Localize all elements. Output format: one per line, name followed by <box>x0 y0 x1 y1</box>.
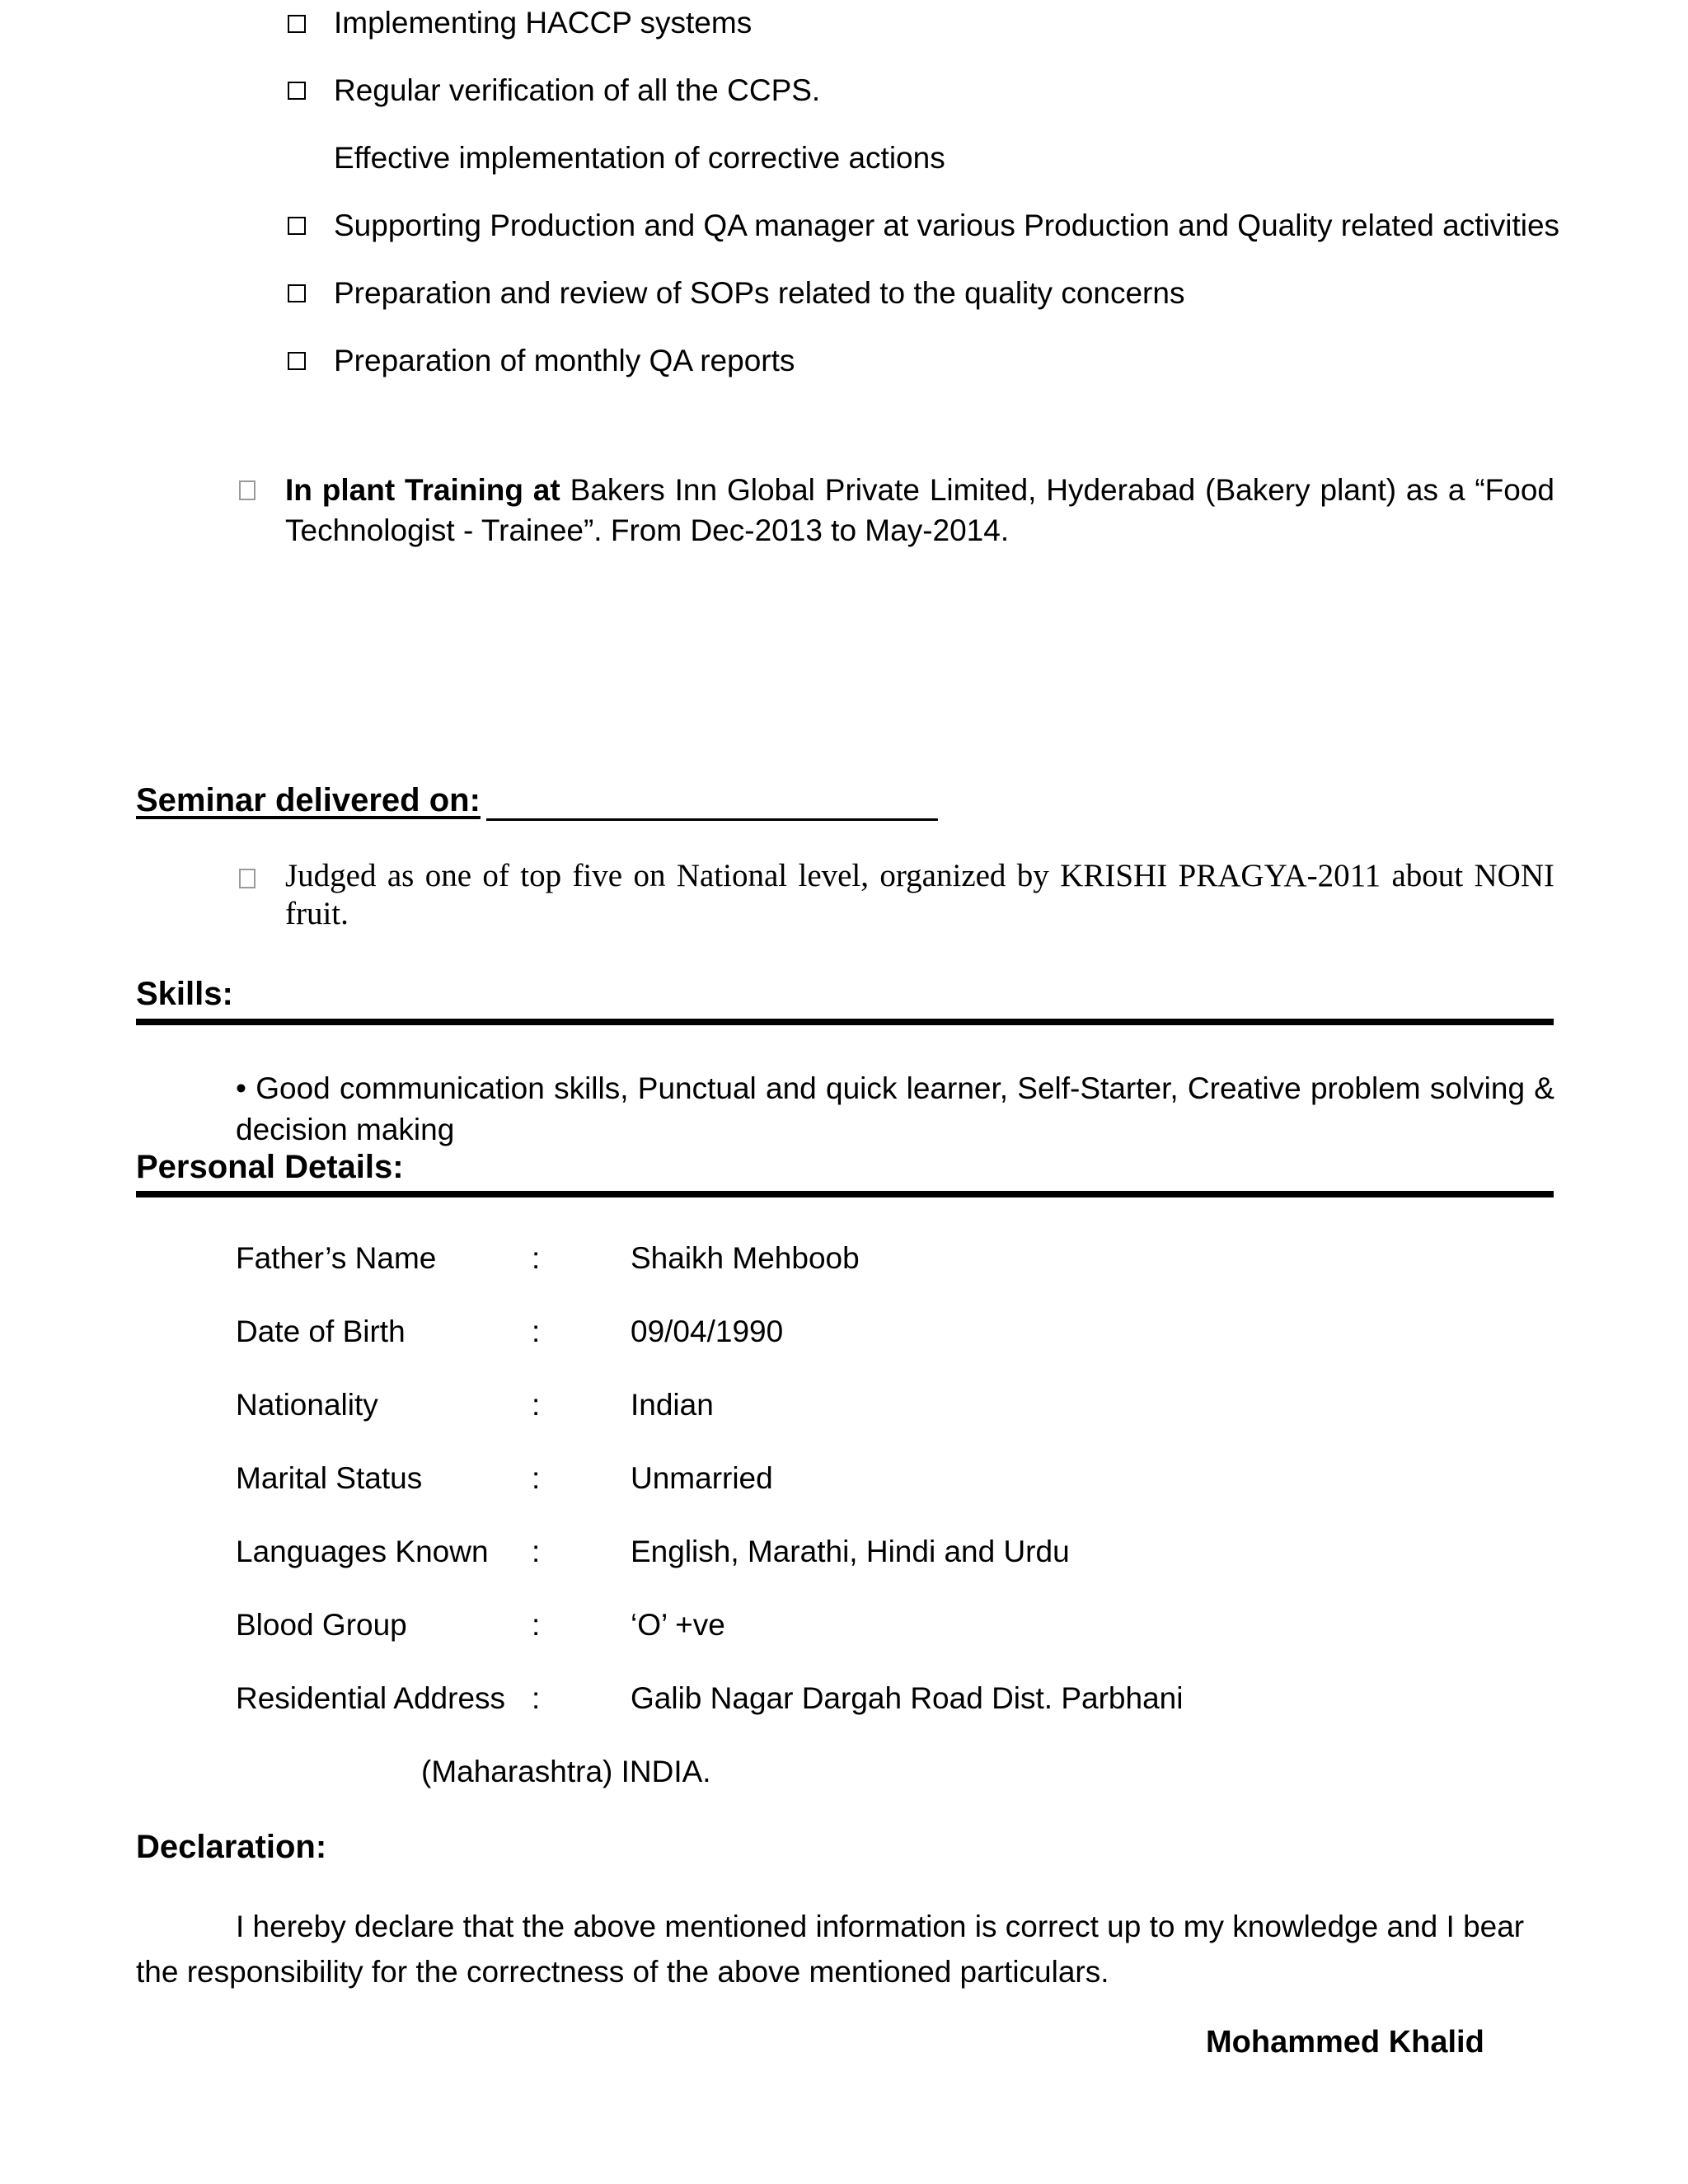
detail-value: Indian <box>631 1388 714 1422</box>
checkbox-bullet-icon <box>239 480 256 500</box>
detail-label: Nationality <box>236 1388 378 1422</box>
list-item: Regular verification of all the CCPS. <box>334 73 821 107</box>
detail-value: Shaikh Mehboob <box>631 1241 860 1275</box>
detail-label: Father’s Name <box>236 1241 437 1275</box>
detail-label: Languages Known <box>236 1535 489 1568</box>
detail-separator: : <box>532 1315 541 1348</box>
detail-separator: : <box>532 1681 541 1715</box>
detail-label: Blood Group <box>236 1608 407 1642</box>
section-heading-skills: Skills: <box>136 976 233 1012</box>
section-heading-personal: Personal Details: <box>136 1149 404 1185</box>
detail-value: Unmarried <box>631 1461 773 1495</box>
section-heading-seminar: Seminar delivered on: <box>136 782 481 818</box>
address-line-2: (Maharashtra) INDIA. <box>421 1755 711 1788</box>
detail-value: Galib Nagar Dargah Road Dist. Parbhani <box>631 1681 1184 1715</box>
training-detail: Bakers Inn Global Private Limited, Hyderabad (Bakery plant) as a “Food Technologist - Trainee”. From Dec-2013 to May-2014. <box>285 473 1554 547</box>
checkbox-bullet-icon <box>239 869 256 888</box>
detail-separator: : <box>532 1608 541 1642</box>
checkbox-bullet-icon <box>288 82 306 100</box>
declaration-text: I hereby declare that the above mentioned information is correct up to my knowledge and I bear the responsibility for the correctness of the above mentioned particulars. <box>136 1910 1525 1989</box>
signature-name: Mohammed Khalid <box>1206 2025 1484 2060</box>
training-text <box>285 470 1554 551</box>
detail-value: 09/04/1990 <box>631 1315 784 1348</box>
heading-underline <box>486 818 938 821</box>
detail-separator: : <box>532 1241 541 1275</box>
checkbox-bullet-icon <box>288 15 306 33</box>
section-divider <box>136 1191 1554 1197</box>
detail-label: Residential Address <box>236 1681 506 1715</box>
detail-separator: : <box>532 1388 541 1422</box>
list-item: Implementing HACCP systems <box>334 6 753 40</box>
detail-label: Marital Status <box>236 1461 423 1495</box>
list-item: Preparation of monthly QA reports <box>334 344 795 377</box>
detail-label: Date of Birth <box>236 1315 406 1348</box>
checkbox-bullet-icon <box>288 284 306 302</box>
list-item: Supporting Production and QA manager at various Production and Quality related activities <box>334 209 1560 242</box>
checkbox-bullet-icon <box>288 352 306 370</box>
section-heading-declaration: Declaration: <box>136 1829 327 1865</box>
detail-separator: : <box>532 1535 541 1568</box>
detail-value: ‘O’ +ve <box>631 1608 725 1642</box>
section-divider <box>136 1019 1554 1025</box>
checkbox-bullet-icon <box>288 217 306 235</box>
seminar-item: Judged as one of top five on National level, organized by KRISHI PRAGYA-2011 about NONI fruit. <box>285 858 1554 931</box>
training-lead: In plant Training at <box>285 473 560 507</box>
skills-item: • Good communication skills, Punctual and quick learner, Self-Starter, Creative problem solving & decision making <box>236 1071 1554 1146</box>
list-item: Effective implementation of corrective actions <box>334 141 945 175</box>
detail-separator: : <box>532 1461 541 1495</box>
list-item: Preparation and review of SOPs related to the quality concerns <box>334 276 1185 310</box>
detail-value: English, Marathi, Hindi and Urdu <box>631 1535 1070 1568</box>
